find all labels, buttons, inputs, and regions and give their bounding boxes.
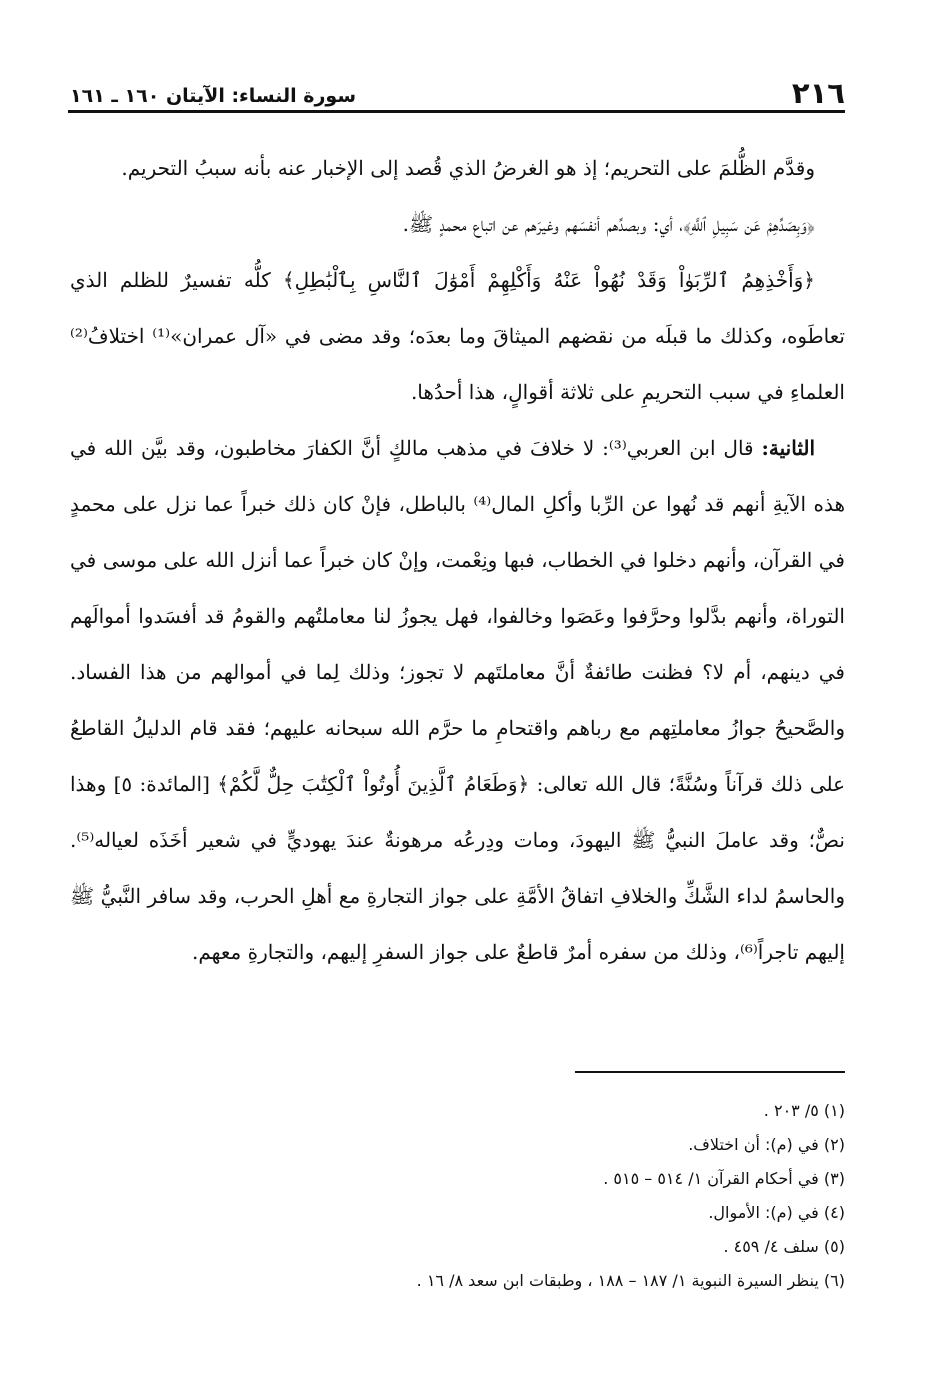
header-rule: [68, 110, 845, 113]
footnote: (٣) في أحكام القرآن ١/ ٥١٤ – ٥١٥ .: [603, 1169, 845, 1188]
section-label: الثانية:: [761, 436, 816, 460]
paragraph-text: ﴿وَبِصَدِّهِمْ عَن سَبِيلِ ٱللَّهِ﴾، أي: وبصدِّهم أنفسَهم وغيرَهم عن اتباع محمدٍ ﷺ.: [402, 212, 815, 236]
footnote: (٢) في (م): أن اختلاف.: [688, 1135, 845, 1154]
page-number: ٢١٦: [791, 76, 845, 110]
page-header: [70, 68, 845, 108]
paragraph-text: قال ابن العربي⁽³⁾: لا خلافَ في مذهب مالكٍ أنَّ الكفارَ مخاطبون، وقد بيَّن الله في هذه الآيةِ أنهم قد نُهوا عن الرِّبا وأكلِ المال⁽⁴⁾ بالباطل، فإنْ كان ذلك خبراً عما نزل على محمدٍ في القرآن، وأنهم دخلوا في الخطاب، فبها ونِعْمت، وإنْ كان خبراً عما أنزل الله على موسى في التوراة، وأنهم بدَّلوا وحرَّفوا وعَصَوا وخالفوا، فهل يجوزُ لنا معاملتُهم والقومُ قد أفسَدوا أموالَهم في دينهم، أم لا؟ فظنت طائفةٌ أنَّ معاملتَهم لا تجوز؛ وذلك لِما في أموالهم من هذا الفساد. والصَّحيحُ جوازُ معاملتِهم مع رباهم واقتحامِ ما حرَّم الله سبحانه عليهم؛ فقد قام الدليلُ القاطعُ على ذلك قرآناً وسُنَّةً؛ قال الله تعالى: ﴿وَطَعَامُ ٱلَّذِينَ أُوتُواْ ٱلْكِتَٰبَ حِلٌّ لَّكُمْ﴾ [المائدة: ٥] وهذا نصٌّ؛ وقد عاملَ النبيُّ ﷺ اليهودَ، ومات ودِرعُه مرهونةٌ عندَ يهوديٍّ في شعير أخَذَه لعياله⁽⁵⁾. والحاسمُ لداء الشَّكِّ والخلافِ اتفاقُ الأمَّةِ على جواز التجارةِ مع أهلِ الحرب، وقد سافر النَّبيُّ ﷺ إليهم تاجراً⁽⁶⁾، وذلك من سفره أمرٌ قاطعٌ على جواز السفرِ إليهم، والتجارةِ معهم.: [70, 436, 846, 964]
paragraph-text: ﴿وَأَخْذِهِمُ ٱلرِّبَوٰاْ وَقَدْ نُهُواْ عَنْهُ وَأَكْلِهِمْ أَمْوَٰلَ ٱلنَّاسِ بِٱلْبَٰطِلِ﴾ كلُّه تفسيرٌ للظلم الذي تعاطَوه، وكذلك ما قبلَه من نقضهم الميثاقَ وما بعدَه؛ وقد مضى في «آل عمران»⁽¹⁾ اختلافُ⁽²⁾ العلماءِ في سبب التحريمِ على ثلاثة أقوالٍ، هذا أحدُها.: [70, 268, 845, 404]
footnote: (٦) ينظر السيرة النبوية ١/ ١٨٧ – ١٨٨ ، وطبقات ابن سعد ٨/ ١٦ .: [416, 1271, 845, 1290]
paragraph: [70, 252, 845, 420]
footnote: (٤) في (م): الأموال.: [708, 1203, 845, 1222]
footnote: (١) ٥/ ٢٠٣ .: [763, 1101, 845, 1120]
footnotes: [70, 1094, 845, 1298]
paragraph-text: وقدَّم الظُّلمَ على التحريم؛ إذ هو الغرضُ الذي قُصد إلى الإخبار عنه بأنه سببُ التحريم.: [121, 156, 815, 180]
paragraph: [70, 196, 845, 252]
running-head: سورة النساء: الآيتان ١٦٠ ـ ١٦١: [70, 85, 357, 107]
paragraph: [70, 420, 845, 980]
main-text: [70, 140, 845, 980]
paragraph: [70, 140, 845, 196]
footnote: (٥) سلف ٤/ ٤٥٩ .: [723, 1237, 845, 1256]
footnote-rule: [575, 1071, 845, 1073]
